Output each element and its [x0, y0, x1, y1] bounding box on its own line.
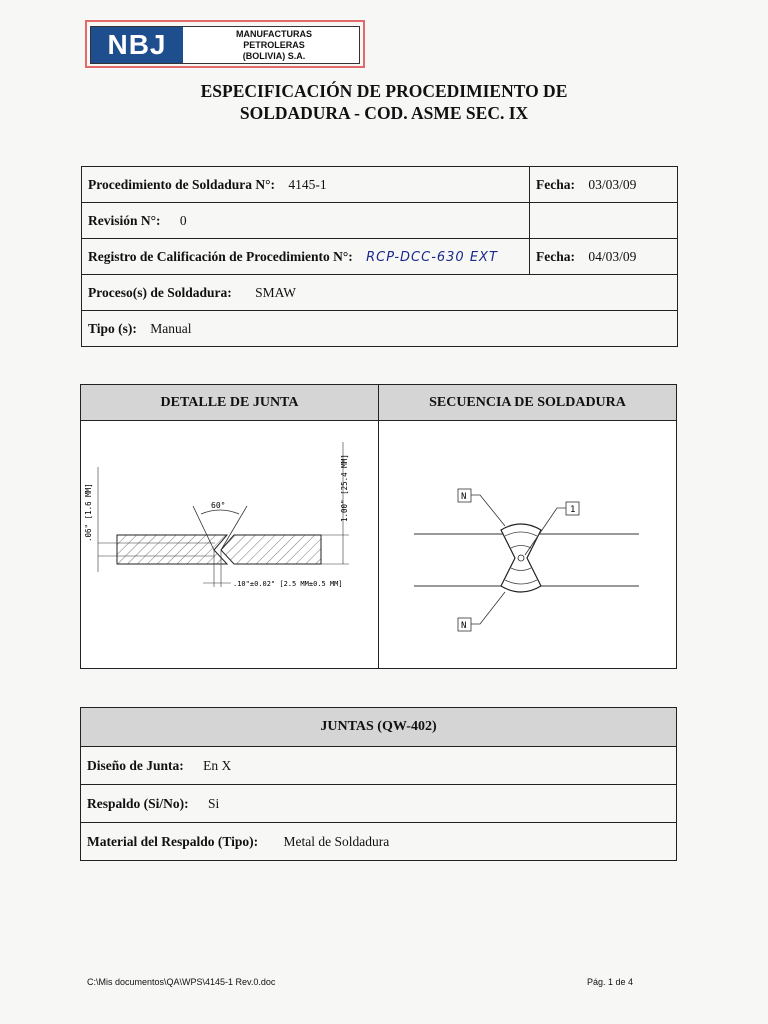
- right-plate: [221, 535, 321, 564]
- juntas-header: JUNTAS (QW-402): [81, 708, 677, 747]
- material-label: Material del Respaldo (Tipo):: [87, 833, 259, 849]
- company-name: [190, 29, 358, 62]
- diseno-label: Diseño de Junta:: [87, 757, 184, 773]
- row-diseno: [81, 747, 677, 785]
- procedimiento-label: Procedimiento de Soldadura N°:: [88, 176, 276, 192]
- respaldo-value: Si: [208, 795, 220, 811]
- revision-label: Revisión N°:: [88, 212, 161, 228]
- company-line-3: (BOLIVIA) S.A.: [242, 51, 306, 61]
- callout-bottom-label: N: [461, 621, 467, 631]
- row-revision: [82, 203, 678, 239]
- procesos-value: SMAW: [255, 284, 297, 300]
- angle-label: 60°: [211, 501, 226, 510]
- land-label: .06" [1.6 MM]: [84, 483, 93, 542]
- drawings-panel: [80, 384, 677, 669]
- row-material: [81, 823, 677, 861]
- callout-root-label: 1: [570, 505, 576, 515]
- footer-file-path: C:\Mis documentos\QA\WPS\4145-1 Rev.0.doc: [87, 977, 276, 987]
- footer-page-number: Pág. 1 de 4: [587, 977, 634, 987]
- general-info-table: [81, 166, 678, 347]
- callout-top-label: N: [461, 492, 467, 502]
- row-procedimiento: [82, 167, 678, 203]
- tipo-value: Manual: [150, 320, 192, 336]
- gap-label: .10"±0.02" [2.5 MM±0.5 MM]: [233, 580, 343, 588]
- fecha-value: 03/03/09: [588, 176, 637, 192]
- procesos-label: Proceso(s) de Soldadura:: [88, 284, 232, 300]
- joint-detail-drawing: [81, 422, 377, 668]
- material-value: Metal de Soldadura: [283, 833, 390, 849]
- company-line-2: PETROLERAS: [243, 40, 305, 50]
- fecha-registro-label: Fecha:: [536, 248, 575, 264]
- row-tipo: [82, 311, 678, 347]
- registro-label: Registro de Calificación de Procedimiento N°:: [88, 248, 353, 264]
- company-line-1: MANUFACTURAS: [236, 29, 312, 39]
- detalle-junta-header: DETALLE DE JUNTA: [81, 385, 378, 421]
- left-plate: [117, 535, 227, 564]
- tipo-label: Tipo (s):: [88, 320, 137, 336]
- welding-sequence-drawing: [379, 422, 676, 668]
- title-line-2: SOLDADURA - COD. ASME SEC. IX: [239, 103, 529, 123]
- procedimiento-value: 4145-1: [288, 176, 327, 192]
- fecha-registro-value: 04/03/09: [588, 248, 637, 264]
- registro-value: RCP-DCC-630 EXT: [366, 249, 498, 265]
- respaldo-label: Respaldo (Si/No):: [87, 795, 189, 811]
- document-title: [0, 80, 768, 124]
- row-respaldo: [81, 785, 677, 823]
- secuencia-soldadura-header: SECUENCIA DE SOLDADURA: [379, 385, 676, 421]
- title-line-1: ESPECIFICACIÓN DE PROCEDIMIENTO DE: [200, 81, 568, 101]
- company-logo: NBJ: [91, 27, 183, 63]
- fecha-label: Fecha:: [536, 176, 575, 192]
- thickness-label: 1.00" [25.4 MM]: [340, 454, 349, 522]
- row-procesos: [82, 275, 678, 311]
- revision-value: 0: [179, 212, 187, 228]
- juntas-table: [80, 707, 677, 861]
- diseno-value: En X: [203, 757, 232, 773]
- juntas-header-row: [81, 708, 677, 747]
- row-registro: [82, 239, 678, 275]
